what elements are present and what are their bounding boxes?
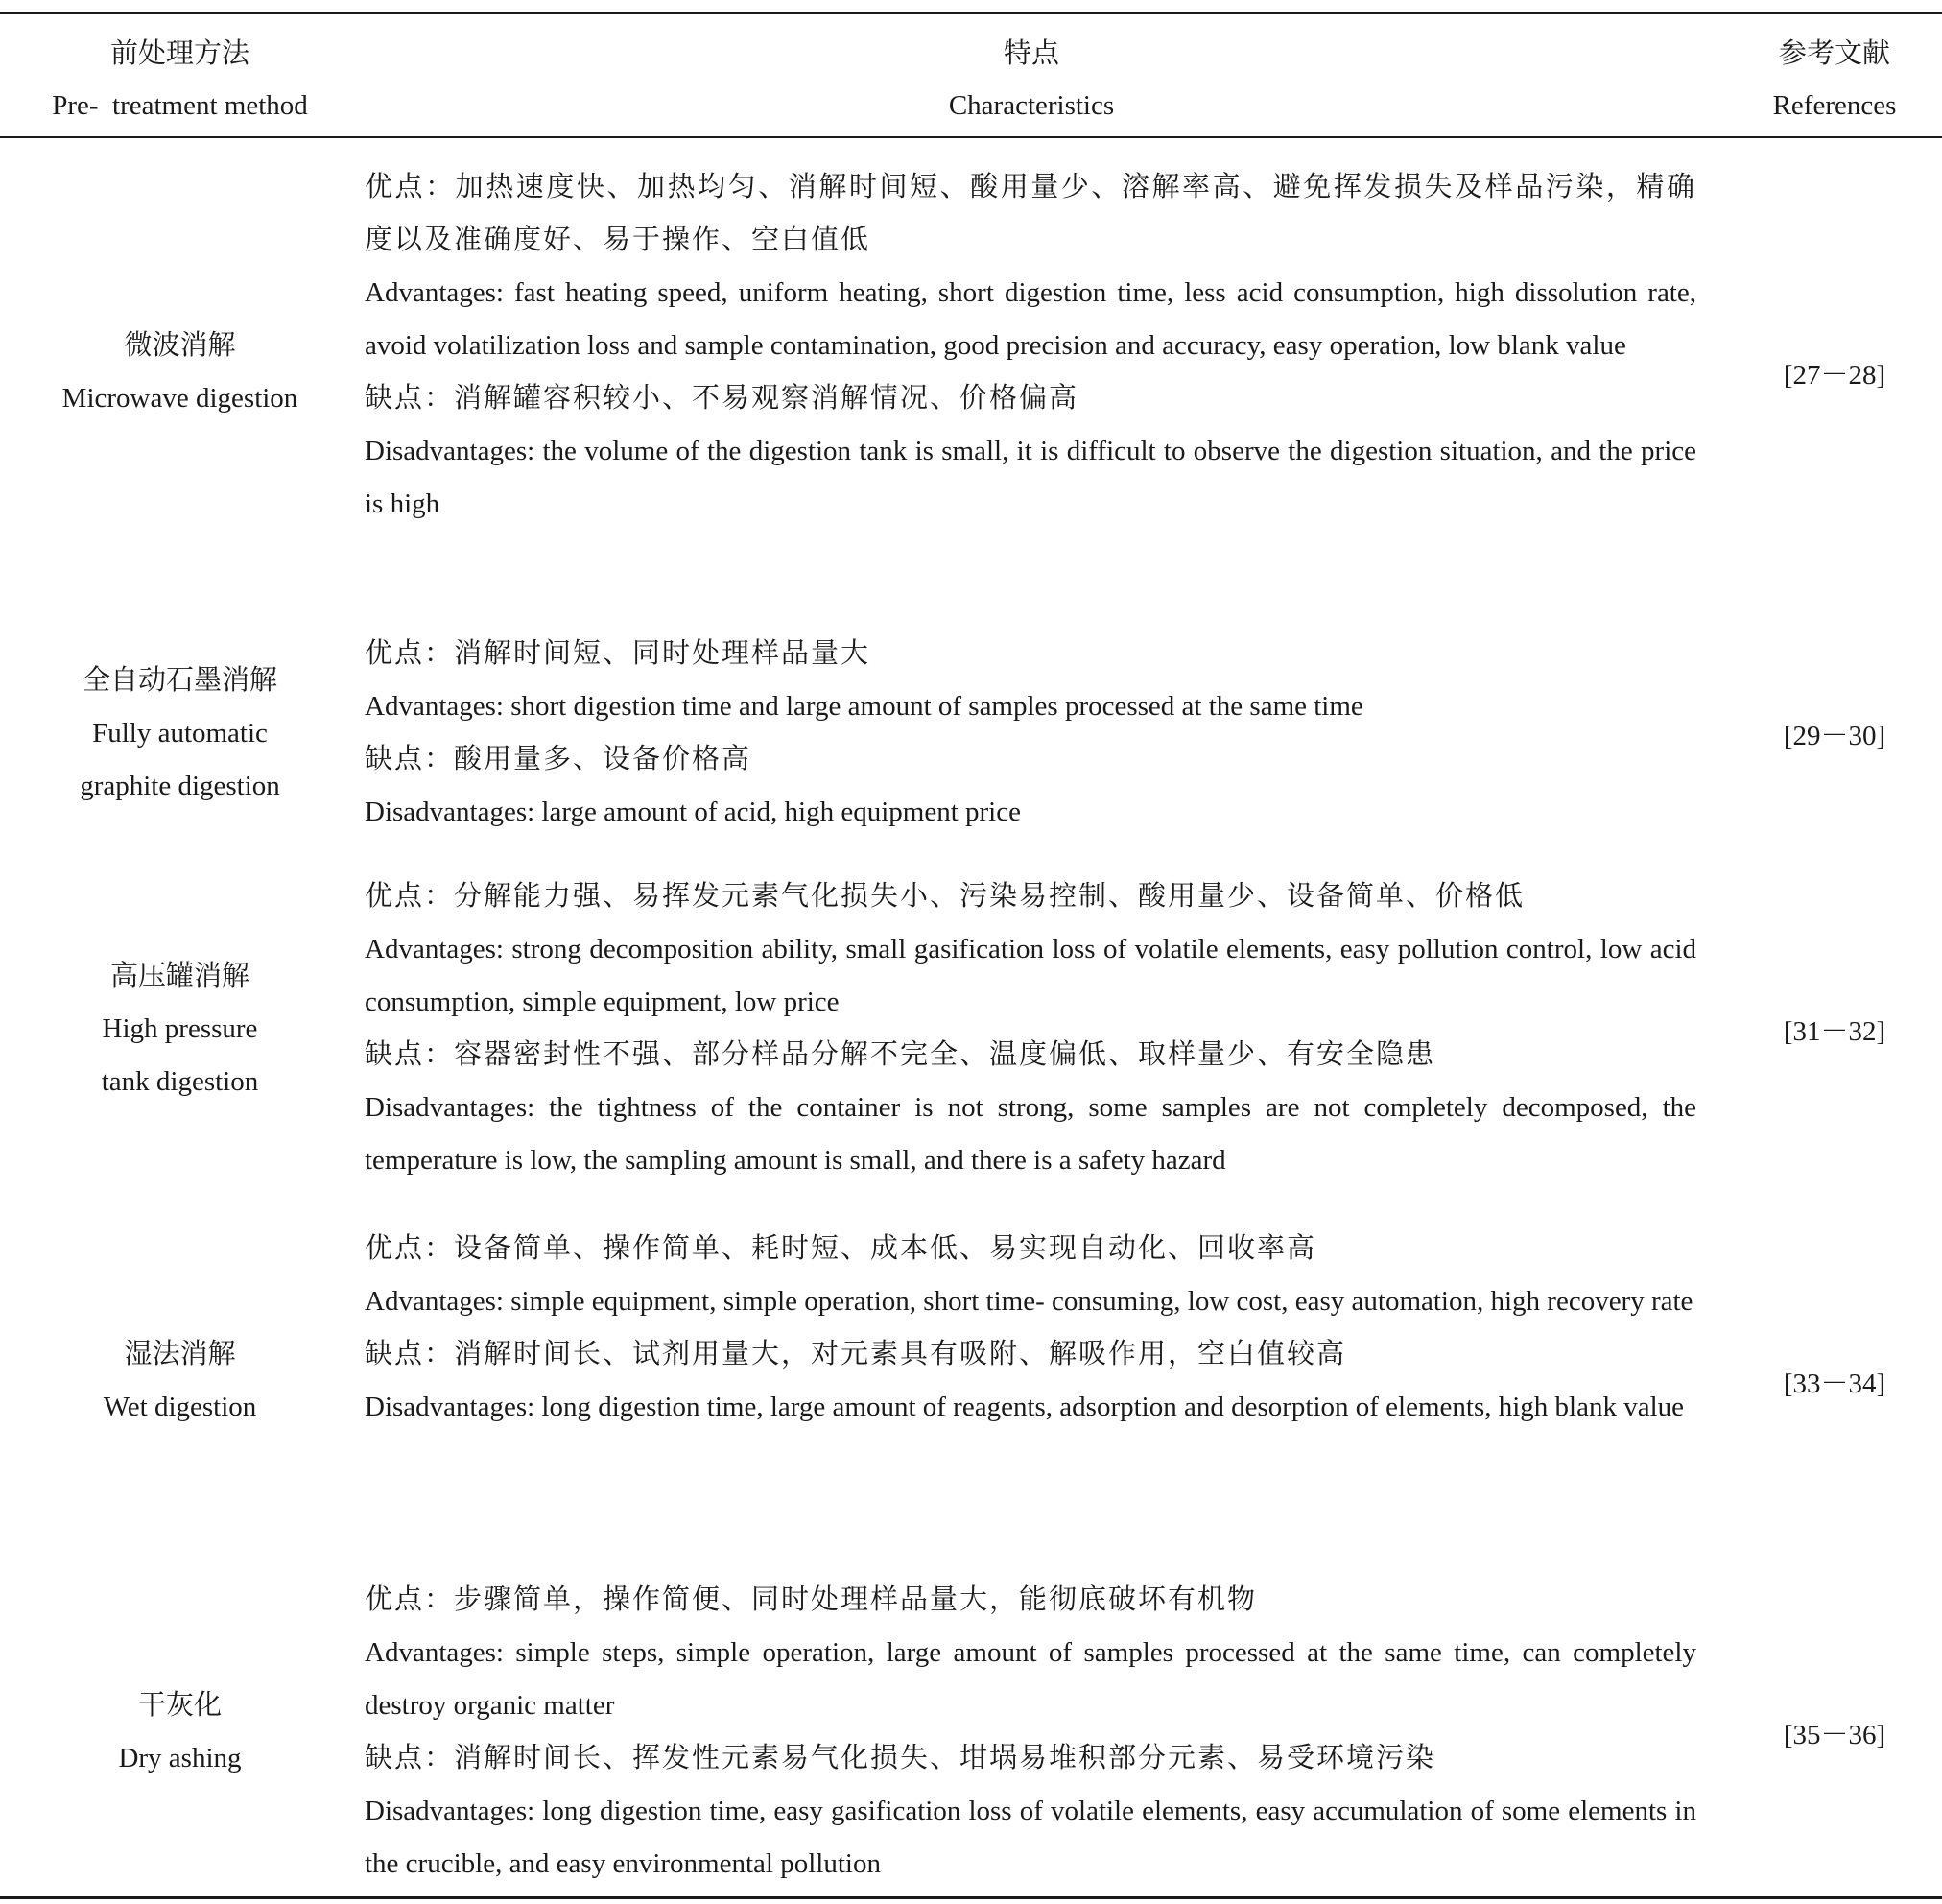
advantages-en: Advantages: simple equipment, simple operation, short time- consuming, low cost, easy automation, high recovery rate (365, 1286, 1693, 1317)
advantages-zh: 优点：消解时间短、同时处理样品量大 (365, 638, 871, 669)
characteristics-cell (365, 1223, 1696, 1434)
header-method-zh: 前处理方法 (109, 38, 249, 69)
reference-text: [35－36] (1783, 1719, 1886, 1750)
disadvantages-zh: 缺点：酸用量多、设备价格高 (365, 744, 752, 774)
disadvantages-en: Disadvantages: long digestion time, large amount of reagents, adsorption and desorption of elements, high blank value (365, 1392, 1685, 1422)
header-characteristics (360, 28, 1703, 131)
characteristics-cell (365, 161, 1696, 531)
disadvantages-en: Disadvantages: long digestion time, easy gasification loss of volatile elements, easy accumulation of some elements in the crucible, and easy environmental pollution (365, 1796, 1696, 1879)
method-cell (0, 1574, 360, 1891)
method-cell (0, 1223, 360, 1539)
method-en-line2: graphite digestion (80, 770, 280, 801)
reference-text: [33－34] (1783, 1368, 1886, 1399)
header-char-zh: 特点 (1003, 38, 1059, 69)
reference-text: [27－28] (1783, 359, 1886, 391)
header-method-en: Pre- treatment method (52, 90, 308, 121)
method-zh: 微波消解 (124, 330, 236, 361)
advantages-zh: 优点：加热速度快、加热均匀、消解时间短、酸用量少、溶解率高、避免挥发损失及样品污染，精确度以及准确度好、易于操作、空白值低 (365, 172, 1696, 255)
characteristics-cell (365, 628, 1696, 839)
reference-text: [31－32] (1783, 1015, 1886, 1047)
bottom-rule (0, 1896, 1942, 1899)
advantages-en: Advantages: fast heating speed, uniform heating, short digestion time, less acid consumption, high dissolution rate, avoid volatilization loss and sample contamination, good precision and accuracy, easy operation, low blank value (365, 277, 1696, 361)
method-en: Fully automatic (92, 717, 268, 749)
advantages-zh: 优点：步骤简单，操作简便、同时处理样品量大，能彻底破坏有机物 (365, 1584, 1258, 1615)
characteristics-cell (365, 1574, 1696, 1891)
method-cell (0, 870, 360, 1187)
method-en: Dry ashing (118, 1743, 242, 1773)
method-zh: 全自动石墨消解 (82, 664, 277, 696)
method-en: High pressure (102, 1012, 258, 1044)
advantages-en: Advantages: strong decomposition ability, small gasification loss of volatile elements, easy pollution control, low acid consumption, simple equipment, low price (365, 934, 1696, 1017)
disadvantages-zh: 缺点：消解时间长、试剂用量大，对元素具有吸附、解吸作用，空白值较高 (365, 1339, 1347, 1369)
advantages-en: Advantages: short digestion time and large amount of samples processed at the same time (365, 691, 1363, 722)
table-header (0, 14, 1942, 136)
header-method (0, 28, 360, 131)
header-ref-en: References (1772, 90, 1897, 121)
reference-cell (1727, 1574, 1942, 1891)
method-en: Microwave digestion (61, 383, 298, 414)
table-row (0, 161, 1942, 583)
header-char-en: Characteristics (948, 90, 1115, 121)
reference-cell (1727, 1223, 1942, 1539)
header-rule (0, 136, 1942, 138)
advantages-zh: 优点：分解能力强、易挥发元素气化损失小、污染易控制、酸用量少、设备简单、价格低 (365, 881, 1526, 912)
method-cell (0, 628, 360, 839)
table-row (0, 1574, 1942, 1891)
reference-cell (1727, 628, 1942, 839)
method-zh: 高压罐消解 (109, 960, 249, 991)
header-references (1727, 28, 1942, 131)
reference-cell (1727, 870, 1942, 1187)
disadvantages-en: Disadvantages: large amount of acid, high equipment price (365, 797, 1021, 827)
disadvantages-en: Disadvantages: the volume of the digestion tank is small, it is difficult to observe the digestion situation, and the price is high (365, 436, 1696, 519)
table-row (0, 870, 1942, 1187)
characteristics-cell (365, 870, 1696, 1187)
disadvantages-zh: 缺点：消解时间长、挥发性元素易气化损失、坩埚易堆积部分元素、易受环境污染 (365, 1743, 1436, 1773)
method-en-line2: tank digestion (101, 1065, 259, 1097)
reference-text: [29－30] (1783, 720, 1886, 751)
disadvantages-en: Disadvantages: the tightness of the container is not strong, some samples are not completely decomposed, the temperature is low, the sampling amount is small, and there is a safety hazard (365, 1092, 1696, 1176)
disadvantages-zh: 缺点：消解罐容积较小、不易观察消解情况、价格偏高 (365, 383, 1079, 414)
method-zh: 干灰化 (137, 1690, 222, 1721)
advantages-en: Advantages: simple steps, simple operation, large amount of samples processed at the same time, can completely destroy organic matter (365, 1637, 1696, 1721)
method-zh: 湿法消解 (124, 1339, 236, 1369)
table-row (0, 1223, 1942, 1539)
method-cell (0, 161, 360, 583)
advantages-zh: 优点：设备简单、操作简单、耗时短、成本低、易实现自动化、回收率高 (365, 1233, 1317, 1264)
reference-cell (1727, 161, 1942, 583)
disadvantages-zh: 缺点：容器密封性不强、部分样品分解不完全、温度偏低、取样量少、有安全隐患 (365, 1039, 1436, 1070)
header-ref-zh: 参考文献 (1778, 38, 1890, 69)
table-row (0, 628, 1942, 839)
method-en: Wet digestion (103, 1392, 257, 1422)
